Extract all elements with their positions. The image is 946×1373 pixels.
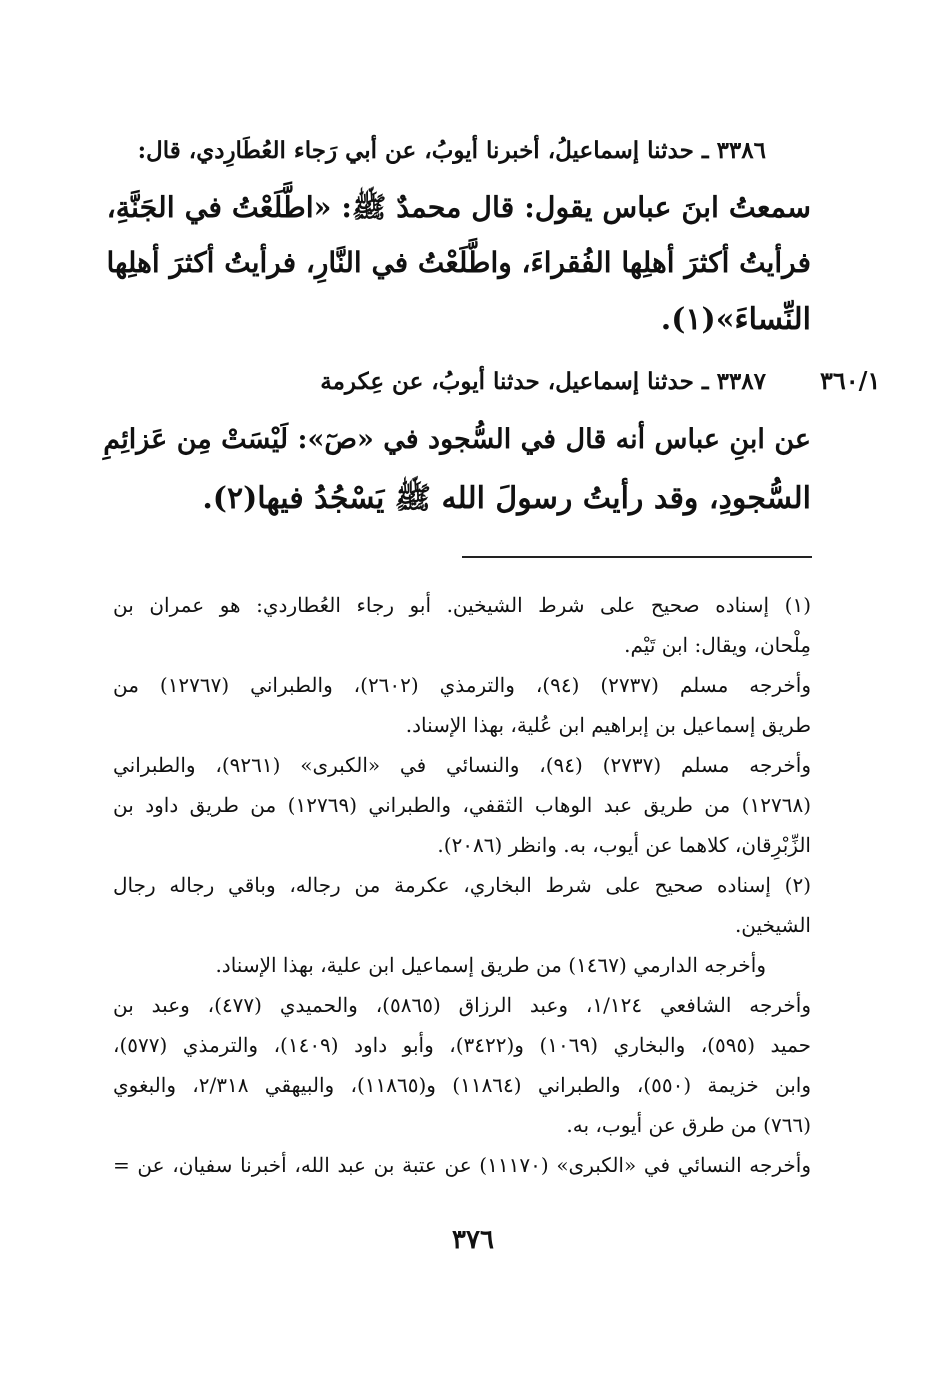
margin-volume-page-reference: ٣٦٠/١ bbox=[820, 366, 881, 395]
footnote-1-line: وأخرجه مسلم (٢٧٣٧) (٩٤)، والترمذي (٢٦٠٢)، والطبراني (١٢٧٦٧) من bbox=[113, 673, 811, 697]
hadith-3387-isnad: ٣٣٨٧ ـ حدثنا إسماعيل، حدثنا أيوبُ، عن عِكرمة bbox=[320, 368, 766, 395]
hadith-3386-matn-line: النِّساءَ»(١). bbox=[660, 302, 811, 337]
footnote-1-line: الزِّبْرِقان، كلاهما عن أيوب، به. وانظر (٢٠٨٦). bbox=[437, 833, 811, 857]
footnote-1-line: (١) إسناده صحيح على شرط الشيخين. أبو رجاء العُطاردي: هو عمران بن bbox=[113, 593, 811, 617]
footnote-2-line: (٢) إسناده صحيح على شرط البخاري، عكرمة من رجاله، وباقي رجاله رجال bbox=[113, 873, 811, 897]
footnote-1-line: مِلْحان، ويقال: ابن تَيْم. bbox=[624, 633, 811, 657]
footnote-2-line: وأخرجه الشافعي ١/١٢٤، وعبد الرزاق (٥٨٦٥)، والحميدي (٤٧٧)، وعبد بن bbox=[113, 993, 812, 1017]
footnote-2-line: الشيخين. bbox=[734, 913, 811, 937]
footnote-2-line: حميد (٥٩٥)، والبخاري (١٠٦٩) و(٣٤٢٢)، وأبو داود (١٤٠٩)، والترمذي (٥٧٧)، bbox=[113, 1033, 812, 1057]
footnote-1-line: طريق إسماعيل بن إبراهيم ابن عُلية، بهذا الإسناد. bbox=[405, 713, 811, 737]
hadith-3386-isnad: ٣٣٨٦ ـ حدثنا إسماعيلُ، أخبرنا أيوبُ، عن أبي رَجاء العُطَارِدي، قال: bbox=[137, 137, 766, 164]
footnote-2-line: وأخرجه النسائي في «الكبرى» (١١١٧٠) عن عتبة بن عبد الله، أخبرنا سفيان، عن = bbox=[113, 1153, 811, 1177]
page-number: ٣٧٦ bbox=[452, 1225, 494, 1255]
footnote-1-line: وأخرجه مسلم (٢٧٣٧) (٩٤)، والنسائي في «الكبرى» (٩٢٦١)، والطبراني bbox=[113, 753, 811, 777]
hadith-3387-matn-line: السُّجودِ، وقد رأيتُ رسولَ الله ﷺ يَسْجُدُ فيها(٢). bbox=[202, 481, 811, 516]
footnote-2-line: وابن خزيمة (٥٥٠)، والطبراني (١١٨٦٤) و(١١٨٦٥)، والبيهقي ٢/٣١٨، والبغوي bbox=[113, 1073, 812, 1097]
hadith-3386-matn-line: سمعتُ ابنَ عباس يقول: قال محمدٌ ﷺ: «اطَّلَعْتُ في الجَنَّةِ، bbox=[106, 190, 811, 224]
footnote-1-line: (١٢٧٦٨) من طريق عبد الوهاب الثقفي، والطبراني (١٢٧٦٩) من طريق داود بن bbox=[113, 793, 811, 817]
hadith-3386-matn-line: فرأيتُ أكثرَ أهلِها الفُقراءَ، واطَّلَعْتُ في النَّارِ، فرأيتُ أكثرَ أهلِها bbox=[106, 246, 811, 279]
hadith-3387-matn-line: عن ابنِ عباس أنه قال في السُّجود في «صٓ»: لَيْسَتْ مِن عَزائِمِ bbox=[103, 424, 811, 455]
footnote-2-line: وأخرجه الدارمي (١٤٦٧) من طريق إسماعيل ابن علية، بهذا الإسناد. bbox=[215, 953, 766, 977]
footnote-2-line: (٧٦٦) من طرق عن أيوب، به. bbox=[566, 1113, 811, 1137]
footnote-separator bbox=[462, 556, 812, 558]
